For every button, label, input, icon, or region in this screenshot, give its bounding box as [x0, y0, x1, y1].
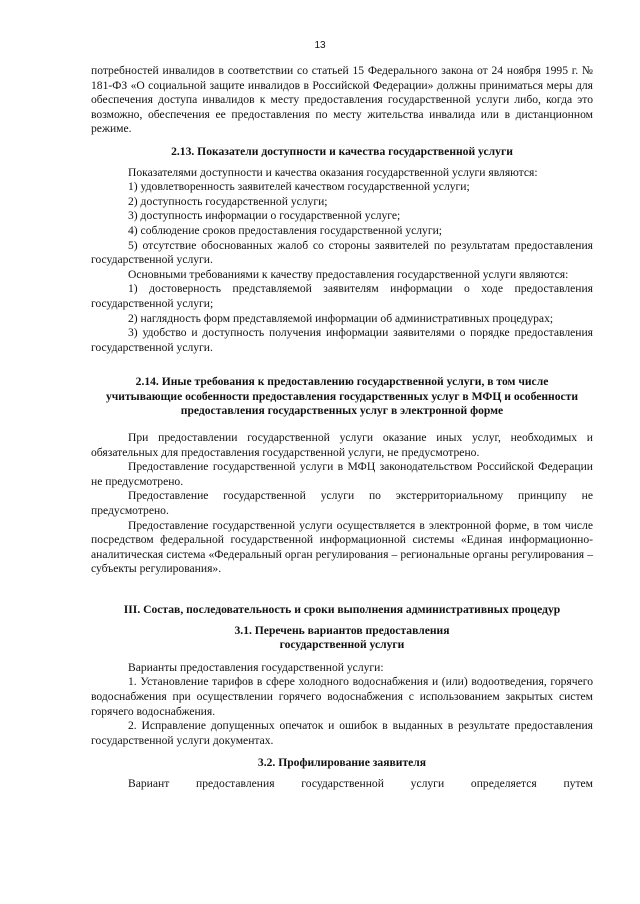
list-item: 1) удовлетворенность заявителей качеством государственной услуги;	[128, 180, 470, 194]
list-item: 1) достоверность представляемой заявителям информации о ходе предоставления государственной услуги;	[91, 282, 593, 310]
list-item: 4) соблюдение сроков предоставления государственной услуги;	[128, 223, 443, 237]
paragraph: Варианты предоставления государственной услуги:	[128, 660, 384, 674]
section-2-13-heading: 2.13. Показатели доступности и качества государственной услуги	[171, 144, 513, 158]
list-item: 5) отсутствие обоснованных жалоб со стороны заявителей по результатам предоставления государственной услуги.	[91, 238, 593, 267]
paragraph: Показателями доступности и качества оказания государственной услуги являются:	[128, 165, 538, 179]
document-body	[91, 64, 593, 792]
intro-paragraph: потребностей инвалидов в соответствии со статьей 15 Федерального закона от 24 ноября 1995 г. № 181-ФЗ «О социальной защите инвалидов в Российской Федерации» должны приниматься меры для обеспечения доступа инвалидов к месту предоставления государственной услуги либо, когда это возможно, обеспечения ее предоставления по месту жительства инвалида или в дистанционном режиме.	[91, 64, 593, 136]
list-item: 2) наглядность форм представляемой информации об административных процедурах;	[128, 311, 554, 325]
paragraph: При предоставлении государственной услуги оказание иных услуг, необходимых и обязательных для предоставления государственной услуги, не предусмотрено.	[91, 431, 593, 459]
paragraph: Вариант предоставления государственной услуги определяется путем	[128, 776, 593, 790]
section-3-1-heading-line2: государственной услуги	[279, 638, 405, 652]
list-item: 1. Установление тарифов в сфере холодного водоснабжения и (или) водоотведения, горячего водоснабжения при осуществлении горячего водоснабжения с использованием закрытых систем горячего водоснабжения.	[91, 675, 593, 718]
section-2-14-heading: 2.14. Иные требования к предоставлению государственной услуги, в том числе учитывающие особенности предоставления государственных услуг в МФЦ и особенности предоставления государственных услуг в электронной форме	[105, 375, 579, 418]
list-item: 2) доступность государственной услуги;	[128, 194, 328, 208]
section-3-2-heading: 3.2. Профилирование заявителя	[257, 756, 427, 770]
paragraph: Предоставление государственной услуги осуществляется в электронной форме, в том числе посредством федеральной государственной информационной системы «Единая информационно-аналитическая система «Федеральный орган регулирования – региональные органы регулирования – субъекты регулирования».	[91, 518, 593, 576]
section-3-1-heading-line1: 3.1. Перечень вариантов предоставления	[234, 623, 450, 637]
paragraph: Предоставление государственной услуги в МФЦ законодательством Российской Федерации не предусмотрено.	[91, 460, 593, 488]
section-3-heading: III. Состав, последовательность и сроки выполнения административных процедур	[123, 603, 561, 616]
paragraph: Основными требованиями к качеству предоставления государственной услуги являются:	[128, 267, 569, 281]
list-item: 2. Исправление допущенных опечаток и ошибок в выданных в результате предоставления государственной услуги документах.	[91, 719, 593, 747]
list-item: 3) удобство и доступность получения информации заявителями о порядке предоставления государственной услуги.	[91, 326, 593, 354]
paragraph: Предоставление государственной услуги по экстерриториальному принципу не предусмотрено.	[91, 489, 593, 518]
page-number: 13	[314, 40, 326, 51]
list-item: 3) доступность информации о государственной услуге;	[128, 209, 401, 223]
